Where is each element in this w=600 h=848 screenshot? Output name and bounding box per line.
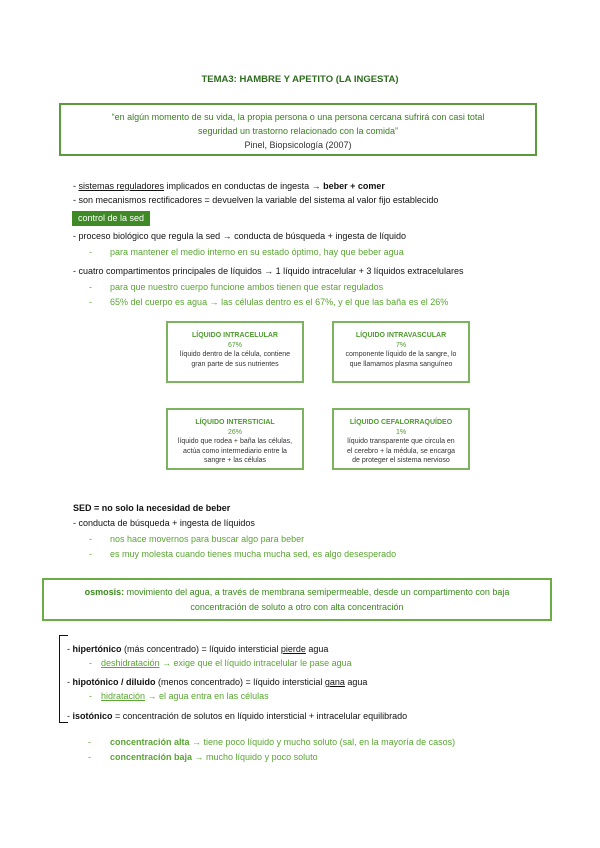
concentration-high: concentración alta → tiene poco líquido y mucho soluto (sal, en la mayoría de casos) — [110, 737, 456, 747]
hypertonic-sub: deshidratación → exige que el líquido intracelular le pase agua — [101, 658, 352, 668]
dash-icon: - — [89, 282, 92, 292]
dash-icon: - — [89, 658, 92, 668]
card-intracellular: LÍQUIDO INTRACELULAR 67% líquido dentro de la célula, contiene gran parte de sus nutrientes — [166, 321, 304, 383]
card-cerebrospinal: LÍQUIDO CEFALORRAQUÍDEO 1% líquido transparente que circula en el cerebro + la médula, se encarga de proteger el sistema nervioso — [332, 408, 470, 470]
sed-sub-1: para mantener el medio interno en su estado óptimo, hay que beber agua — [110, 247, 404, 257]
isotonic-line: - isotónico = concentración de solutos en líquido intersticial + intracelular equilibrado — [67, 711, 408, 721]
intro-line-2: - son mecanismos rectificadores = devuelven la variable del sistema al valor fijo establecido — [73, 195, 439, 205]
sed-sub-2: para que nuestro cuerpo funcione ambos tienen que estar regulados — [110, 282, 384, 292]
sed-line-2: - cuatro compartimentos principales de líquidos → 1 líquido intracelular + 3 líquidos extracelulares — [73, 266, 464, 276]
quote-line-1: “en algún momento de su vida, la propia persona o una persona cercana sufrirá con casi total — [111, 112, 485, 122]
hypotonic-line: - hipotónico / diluido (menos concentrado) = líquido intersticial gana agua — [67, 677, 368, 687]
sed-title: SED = no solo la necesidad de beber — [73, 503, 231, 513]
dash-icon: - — [89, 247, 92, 257]
concentration-low: concentración baja → mucho líquido y poco soluto — [110, 752, 318, 762]
dash-icon: - — [89, 549, 92, 559]
dash-icon: - — [88, 737, 91, 747]
dash-icon: - — [89, 691, 92, 701]
sed-sub-b: es muy molesta cuando tienes mucha mucha sed, es algo desesperado — [110, 549, 397, 559]
osmosis-box: osmosis: movimiento del agua, a través de membrana semipermeable, desde un compartimento con baja concentración de soluto a otro con alta concentración — [42, 578, 552, 621]
sed-sub-3: 65% del cuerpo es agua → las células dentro es el 67%, y el que las baña es el 26% — [110, 297, 449, 307]
dash-icon: - — [89, 297, 92, 307]
intro-line-1: - sistemas reguladores implicados en conductas de ingesta → beber + comer — [73, 181, 385, 191]
section-chip: control de la sed — [72, 211, 150, 226]
sed-line-1: - proceso biológico que regula la sed → conducta de búsqueda + ingesta de líquido — [73, 231, 406, 241]
dash-icon: - — [89, 534, 92, 544]
quote-box — [59, 103, 537, 156]
card-intravascular: LÍQUIDO INTRAVASCULAR 7% componente líquido de la sangre, lo que llamamos plasma sanguíneo — [332, 321, 470, 383]
hypertonic-line: - hipertónico (más concentrado) = líquido intersticial pierde agua — [67, 644, 329, 654]
card-interstitial: LÍQUIDO INTERSTICIAL 26% líquido que rodea + baña las células, actúa como intermediario entre la sangre + las células — [166, 408, 304, 470]
quote-author: Pinel, Biopsicología (2007) — [244, 140, 352, 150]
sed-sub-a: nos hace movernos para buscar algo para beber — [110, 534, 305, 544]
page-title: TEMA3: HAMBRE Y APETITO (LA INGESTA) — [201, 74, 399, 85]
quote-line-2: seguridad un trastorno relacionado con la comida” — [197, 126, 399, 136]
sed-line: - conducta de búsqueda + ingesta de líquidos — [73, 518, 255, 528]
dash-icon: - — [88, 752, 91, 762]
hypotonic-sub: hidratación → el agua entra en las células — [101, 691, 269, 701]
